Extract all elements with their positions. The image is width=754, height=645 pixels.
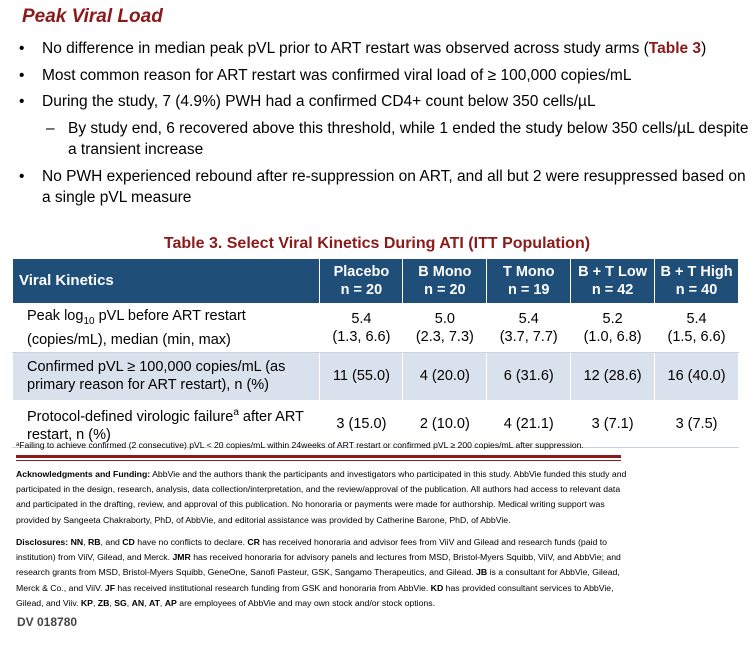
table-title: Table 3. Select Viral Kinetics During ATI (ITT Population)	[163, 235, 591, 252]
bullet-text: No PWH experienced rebound after re-suppression on ART, and all but 2 were resuppressed based on a single pVL measure	[42, 167, 746, 206]
row-label: Confirmed pVL ≥ 100,000 copies/mL (as primary reason for ART restart), n (%)	[13, 352, 320, 400]
disclosure-text: has received honoraria for advisory panels and lectures from MSD, Bristol-Myers Squibb, ViiV, and AbbVie; and research grants from MSD, Bristol-Myers Squibb, GeneOne, Sanofi Pasteur, GSK, Sangamo Therapeutics, and Gilead.	[16, 552, 621, 578]
table-ref-link: Table 3	[648, 40, 702, 57]
author-initials: JF	[104, 582, 115, 593]
bullet-item	[16, 65, 751, 87]
disclosures-paragraph: Disclosures: NN, RB, and CD have no conflicts to declare. CR has received honoraria and advisor fees from ViiV and Gilead and research funds (paid to institution) from ViiV, Gilead, and Merck. JMR has received honoraria for advisory panels and lectures from MSD, Bristol-Myers Squibb, ViiV, and AbbVie; and research grants from MSD, Bristol-Myers Squibb, GeneOne, Sanofi Pasteur, GSK, Sangamo Therapeutics, and Gilead. JB is a consultant for AbbVie, Gilead, Merck & Co., and ViiV. JF has received institutional research funding from GSK and honoraria from AbbVie. KD has provided consultant services to AbbVie, Gilead, and Viiv. KP, ZB, SG, AN, AT, AP are employees of AbbVie and may own stock and/or stock options.	[16, 537, 621, 608]
author-initials: AT	[148, 597, 160, 608]
disclosure-text: ,	[83, 537, 88, 547]
disclosure-text: are employees of AbbVie and may own stock and/or stock options.	[176, 597, 436, 608]
document-code: DV 018780	[17, 615, 78, 629]
disclosure-text: ,	[92, 597, 98, 608]
bullet-item	[16, 166, 751, 209]
author-initials: KP	[80, 597, 93, 608]
table-cell: 3 (7.1)	[571, 400, 655, 447]
disclosure-text: ,	[159, 597, 165, 608]
author-initials: KD	[430, 582, 444, 593]
bullet-dot: •	[19, 93, 25, 110]
table-cell: 6 (31.6)	[487, 352, 571, 400]
table-header-row	[13, 259, 739, 304]
table-cell: 3 (15.0)	[320, 400, 403, 447]
sub-bullet-item	[16, 118, 751, 161]
dash-marker: –	[46, 119, 55, 137]
author-initials: CD	[122, 537, 135, 547]
disclosure-text: ,	[126, 597, 132, 608]
table-cell: 4 (21.1)	[487, 400, 571, 447]
viral-kinetics-table	[12, 258, 739, 448]
bullet-text: By study end, 6 recovered above this threshold, while 1 ended the study below 350 cells/µL despite a transient increase	[68, 119, 749, 158]
disclosure-text: has provided consultant services to AbbVie, Gilead, and Viiv.	[16, 582, 614, 608]
header-corner: Viral Kinetics	[13, 259, 320, 304]
author-initials: SG	[114, 597, 127, 608]
header-bt-high: B + T High n = 40	[655, 259, 739, 304]
author-initials: AP	[164, 597, 177, 608]
table-cell: 2 (10.0)	[403, 400, 487, 447]
table-footnote: ᵃFailing to achieve confirmed (2 consecutive) pVL < 20 copies/mL within 24weeks of ART restart or confirmed pVL ≥ 200 copies/mL after suppression.	[16, 440, 584, 450]
divider-thin	[16, 460, 621, 461]
divider-thick	[16, 455, 621, 458]
disclosure-text: , and	[100, 537, 123, 547]
table-cell: 5.2 (1.0, 6.8)	[571, 304, 655, 353]
table-cell: 4 (20.0)	[403, 352, 487, 400]
table-cell: 5.4 (3.7, 7.7)	[487, 304, 571, 353]
disclosure-text: ,	[109, 597, 115, 608]
disclosure-text: has received honoraria and advisor fees from ViiV and Gilead and research funds (paid to institution) from ViiV, Gilead, and Merck.	[16, 537, 607, 563]
header-b-mono: B Mono n = 20	[403, 259, 487, 304]
section-heading: Peak Viral Load	[22, 6, 163, 27]
author-initials: JMR	[172, 552, 191, 563]
table-cell: 12 (28.6)	[571, 352, 655, 400]
author-initials: RB	[87, 537, 101, 547]
disclosures-body	[16, 537, 621, 608]
bullet-dot: •	[19, 167, 25, 185]
disclosure-text: ,	[144, 597, 149, 608]
bullet-text: Most common reason for ART restart was confirmed viral load of ≥ 100,000 copies/mL	[42, 66, 632, 84]
acknowledgments-paragraph: Acknowledgments and Funding: AbbVie and the authors thank the participants and investigators who participated in this study. AbbVie funded this study and participated in the design, research, analysis, data collection/interpretation, and the review/approval of the publication. All authors had access to relevant data and participated in the drafting, review, and approval of this publication. No honoraria or payments were made for authorship. Medical writing support was provided by Sangeeta Chakraborty, PhD, of AbbVie, and editorial assistance was provided by Catherine Barone, PhD, of AbbVie.	[16, 469, 627, 525]
table-row	[13, 352, 739, 400]
bullet-item	[16, 91, 751, 113]
author-initials: CR	[247, 537, 260, 547]
header-bt-low: B + T Low n = 42	[571, 259, 655, 304]
table-cell: 11 (55.0)	[320, 352, 403, 400]
header-t-mono: T Mono n = 19	[487, 259, 571, 304]
disclosure-text: is a consultant for AbbVie, Gilead, Merck & Co., and ViiV.	[16, 567, 620, 593]
author-initials: ZB	[97, 597, 110, 608]
row-label: Peak $\log_{10}$ pVL before ART restart (copies/mL), median (min, max)	[13, 304, 320, 353]
bullet-text-end: )	[701, 40, 707, 57]
table-row	[13, 304, 739, 353]
table-cell: 3 (7.5)	[655, 400, 739, 447]
bullet-item	[16, 38, 751, 60]
row-label: Protocol-defined virologic failure$^a$ after ART restart, n (%)	[13, 400, 320, 447]
table-cell: 5.0 (2.3, 7.3)	[403, 304, 487, 353]
bullet-list	[16, 38, 751, 214]
bullet-text: No difference in median peak pVL prior to ART restart was observed across study arms (	[42, 40, 649, 57]
bullet-dot: •	[19, 66, 25, 84]
author-initials: JB	[476, 567, 488, 578]
header-placebo: Placebo n = 20	[320, 259, 403, 304]
disclosure-text: have no conflicts to declare.	[134, 537, 248, 547]
disclosure-text: has received institutional research funding from GSK and honoraria from AbbVie.	[115, 582, 431, 593]
bullet-text: During the study, 7 (4.9%) PWH had a confirmed CD4+ count below 350 cells/µL	[42, 93, 596, 110]
table-cell: 5.4 (1.5, 6.6)	[655, 304, 739, 353]
table-cell: 16 (40.0)	[655, 352, 739, 400]
author-initials: NN	[70, 537, 84, 547]
author-initials: AN	[131, 597, 145, 608]
table-cell: 5.4 (1.3, 6.6)	[320, 304, 403, 353]
bullet-dot: •	[19, 40, 25, 57]
